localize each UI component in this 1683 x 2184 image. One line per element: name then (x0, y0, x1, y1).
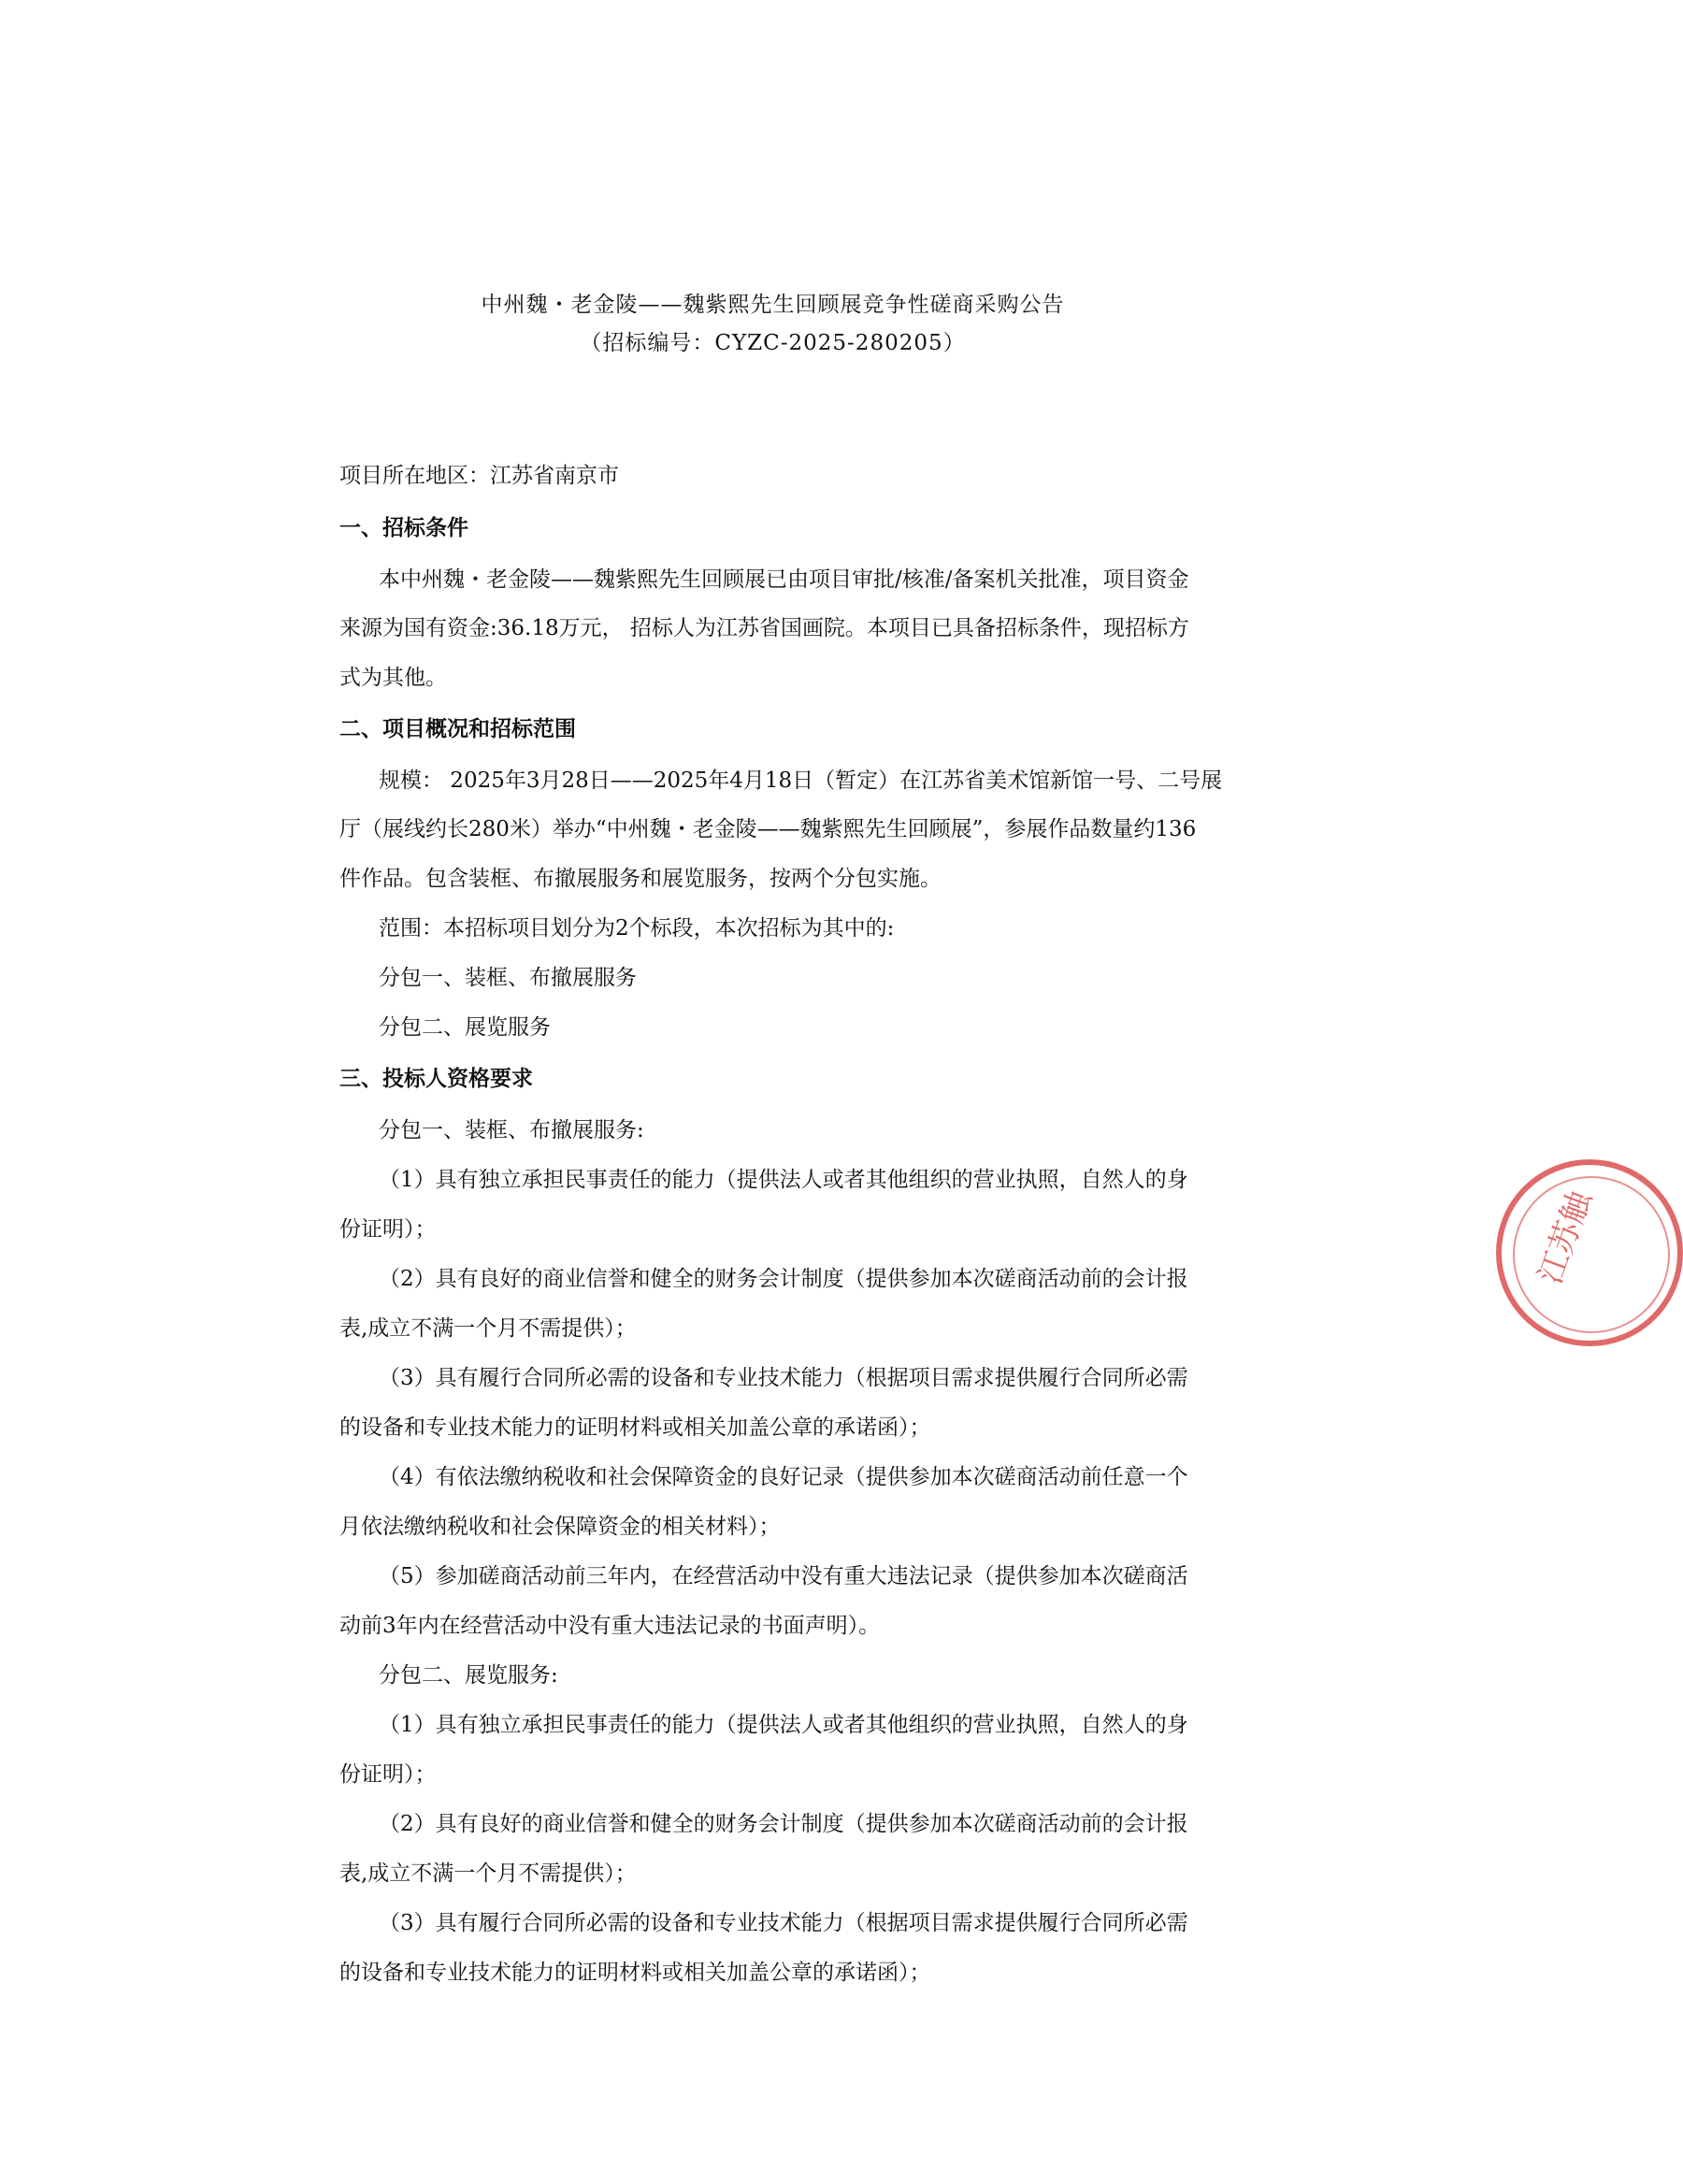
section-heading-1: 一、招标条件 (339, 515, 468, 540)
requirement-line: （1）具有独立承担民事责任的能力（提供法人或者其他组织的营业执照，自然人的身 (379, 1168, 1188, 1192)
requirement-line: （2）具有良好的商业信誉和健全的财务会计制度（提供参加本次磋商活动前的会计报 (379, 1812, 1188, 1836)
paragraph-line: 厅（展线约长280米）举办“中州魏・老金陵——魏紫熙先生回顾展”，参展作品数量约136 (339, 817, 1197, 841)
requirement-line: 份证明）； (339, 1762, 437, 1787)
requirement-line: 表,成立不满一个月不需提供）； (339, 1861, 637, 1886)
requirement-line: 的设备和专业技术能力的证明材料或相关加盖公章的承诺函）； (339, 1415, 931, 1440)
package-title-2: 分包二、展览服务: (379, 1663, 558, 1688)
section-heading-2: 二、项目概况和招标范围 (339, 716, 576, 741)
paragraph-line: 式为其他。 (339, 666, 447, 690)
seal-text: 江苏触 (1532, 1185, 1600, 1289)
requirement-line: （5）参加磋商活动前三年内，在经营活动中没有重大违法记录（提供参加本次磋商活 (379, 1564, 1188, 1588)
document-title: 中州魏・老金陵——魏紫熙先生回顾展竞争性磋商采购公告 (481, 293, 1065, 317)
requirement-line: 的设备和专业技术能力的证明材料或相关加盖公章的承诺函）； (339, 1961, 931, 1985)
section-heading-3: 三、投标人资格要求 (339, 1066, 533, 1091)
paragraph-line: 分包二、展览服务 (379, 1015, 551, 1040)
paragraph-line: 件作品。包含装框、布撤展服务和展览服务，按两个分包实施。 (339, 867, 942, 891)
paragraph-line: 来源为国有资金:36.18万元， 招标人为江苏省国画院。本项目已具备招标条件，现招标方 (339, 616, 1189, 640)
requirement-line: 份证明）； (339, 1217, 437, 1242)
paragraph-line: 范围：本招标项目划分为2个标段，本次招标为其中的: (379, 916, 895, 941)
tender-code: （招标编号：CYZC-2025-280205） (580, 331, 966, 355)
requirement-line: （3）具有履行合同所必需的设备和专业技术能力（根据项目需求提供履行合同所必需 (379, 1366, 1188, 1390)
requirement-line: 月依法缴纳税收和社会保障资金的相关材料）； (339, 1515, 781, 1539)
requirement-line: （4）有依法缴纳税收和社会保障资金的良好记录（提供参加本次磋商活动前任意一个 (379, 1465, 1188, 1489)
requirement-line: 动前3年内在经营活动中没有重大违法记录的书面声明）。 (339, 1614, 881, 1638)
project-region: 项目所在地区：江苏省南京市 (339, 464, 619, 488)
paragraph-line: 规模： 2025年3月28日——2025年4月18日（暂定）在江苏省美术馆新馆一号、二号展 (379, 769, 1223, 793)
requirement-line: 表,成立不满一个月不需提供）； (339, 1316, 637, 1341)
official-seal-stamp (1496, 1159, 1683, 1346)
requirement-line: （3）具有履行合同所必需的设备和专业技术能力（根据项目需求提供履行合同所必需 (379, 1911, 1188, 1935)
requirement-line: （1）具有独立承担民事责任的能力（提供法人或者其他组织的营业执照，自然人的身 (379, 1713, 1188, 1737)
requirement-line: （2）具有良好的商业信誉和健全的财务会计制度（提供参加本次磋商活动前的会计报 (379, 1267, 1188, 1291)
package-title-1: 分包一、装框、布撤展服务: (379, 1118, 644, 1142)
paragraph-line: 本中州魏・老金陵——魏紫熙先生回顾展已由项目审批/核准/备案机关批准，项目资金 (379, 568, 1189, 592)
paragraph-line: 分包一、装框、布撤展服务 (379, 966, 637, 990)
